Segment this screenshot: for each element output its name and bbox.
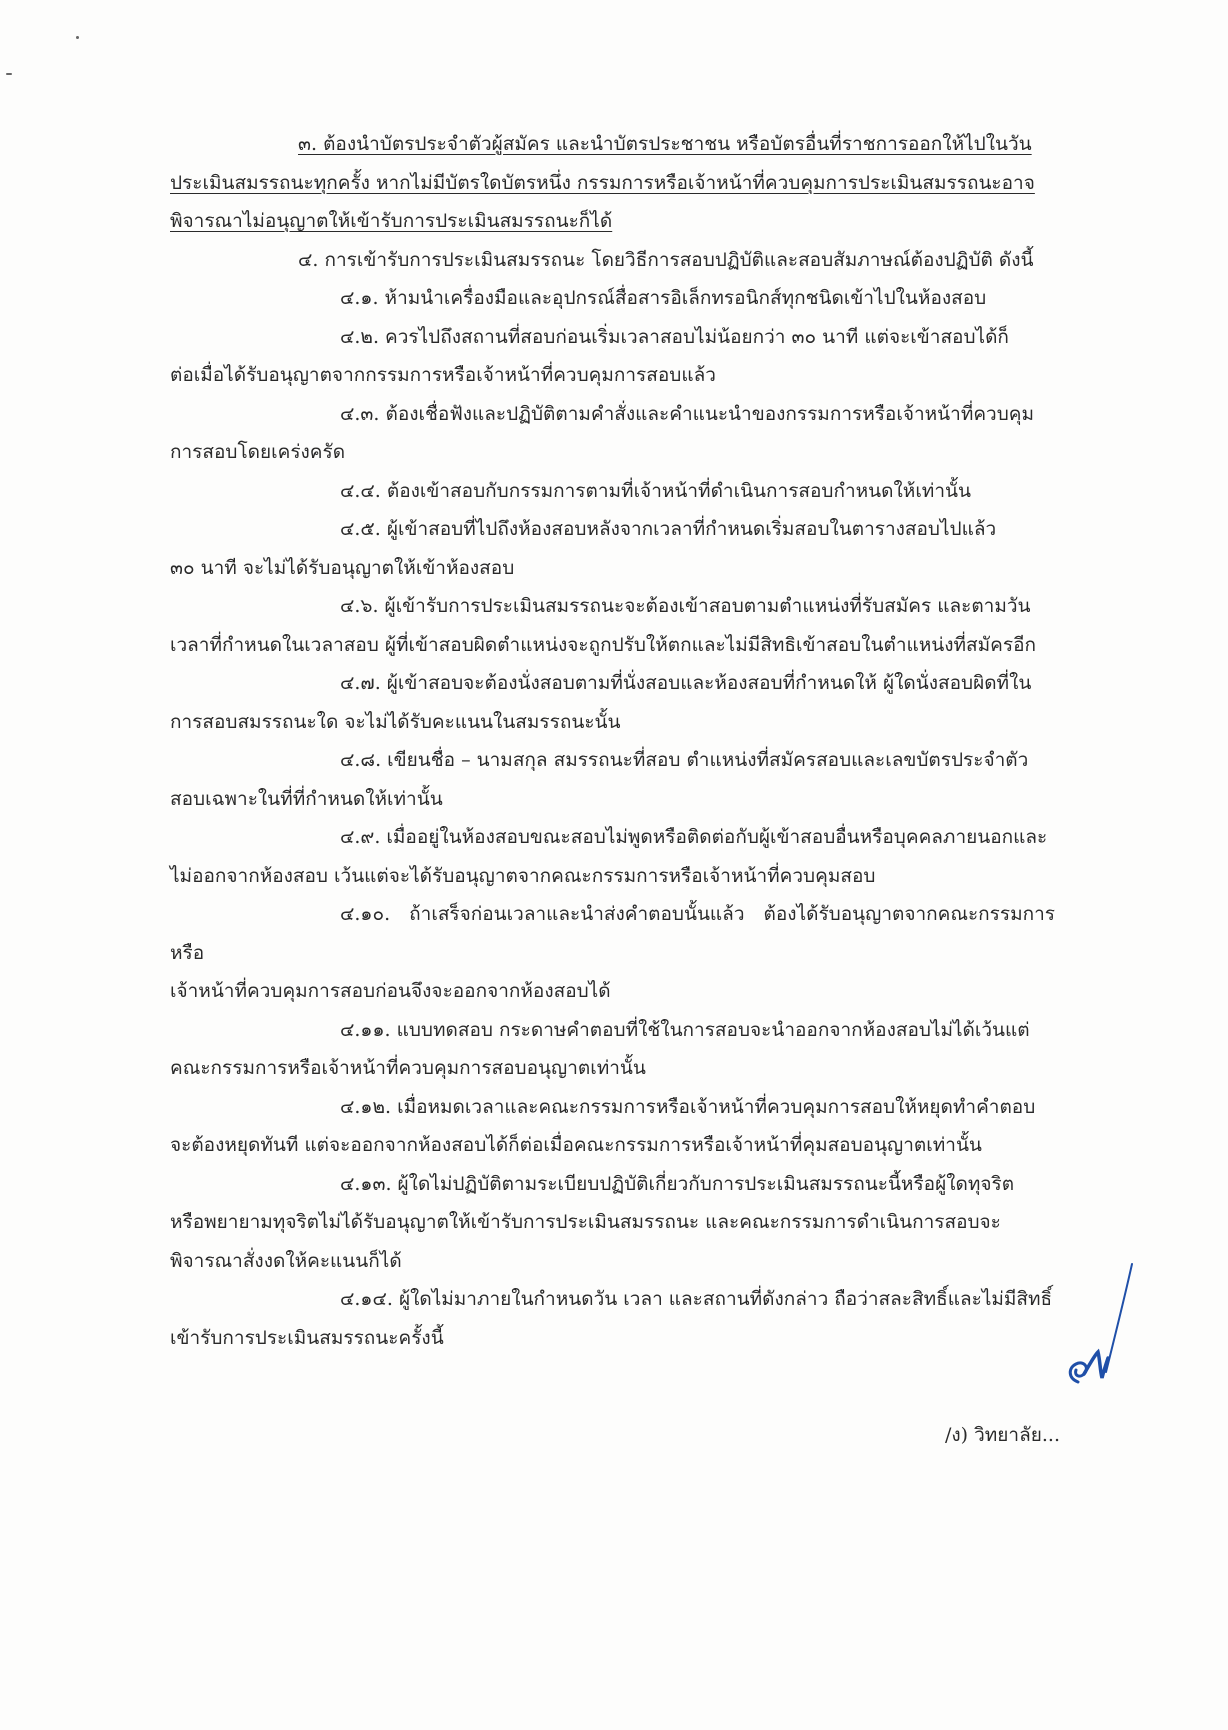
item-4: [170, 241, 1055, 1358]
item-4-5-cont: ๓๐ นาที จะไม่ได้รับอนุญาตให้เข้าห้องสอบ: [170, 556, 515, 579]
item-3-line2: ประเมินสมรรถนะทุกครั้ง หากไม่มีบัตรใดบัตรหนึ่ง กรรมการหรือเจ้าหน้าที่ควบคุมการประเมินสมรรถนะอาจ: [170, 171, 1035, 194]
item-4-14-cont: เข้ารับการประเมินสมรรถนะครั้งนี้: [170, 1326, 444, 1349]
item-4-8-cont: สอบเฉพาะในที่ที่กำหนดให้เท่านั้น: [170, 787, 443, 810]
item-4-3-cont: การสอบโดยเคร่งครัด: [170, 441, 346, 463]
item-4-13-cont: หรือพยายามทุจริตไม่ได้รับอนุญาตให้เข้ารับการประเมินสมรรถนะ และคณะกรรมการดำเนินการสอบจะ: [170, 1211, 1001, 1233]
item-4-9-cont: ไม่ออกจากห้องสอบ เว้นแต่จะได้รับอนุญาตจากคณะกรรมการหรือเจ้าหน้าที่ควบคุมสอบ: [170, 864, 876, 887]
item-3-line3: พิจารณาไม่อนุญาตให้เข้ารับการประเมินสมรรถนะก็ได้: [170, 210, 613, 232]
item-4-9: ๔.๙. เมื่ออยู่ในห้องสอบขณะสอบไม่พูดหรือติดต่อกับผู้เข้าสอบอื่นหรือบุคคลภายนอกและ: [340, 826, 1048, 848]
item-4-6: ๔.๖. ผู้เข้ารับการประเมินสมรรถนะจะต้องเข้าสอบตามตำแหน่งที่รับสมัคร และตามวัน: [340, 595, 1031, 617]
item-4-11: ๔.๑๑. แบบทดสอบ กระดาษคำตอบที่ใช้ในการสอบจะนำออกจากห้องสอบไม่ได้เว้นแต่: [340, 1018, 1030, 1041]
item-4-2-cont: ต่อเมื่อได้รับอนุญาตจากกรรมการหรือเจ้าหน้าที่ควบคุมการสอบแล้ว: [170, 364, 716, 386]
item-3: [170, 125, 1055, 241]
item-4-title: ๔. การเข้ารับการประเมินสมรรถนะ โดยวิธีการสอบปฏิบัติและสอบสัมภาษณ์ต้องปฏิบัติ ดังนี้: [298, 248, 1034, 271]
scan-speck: [6, 73, 12, 75]
item-4-8: ๔.๘. เขียนชื่อ – นามสกุล สมรรถนะที่สอบ ตำแหน่งที่สมัครสอบและเลขบัตรประจำตัว: [340, 749, 1029, 771]
item-4-10-cont: เจ้าหน้าที่ควบคุมการสอบก่อนจึงจะออกจากห้องสอบได้: [170, 980, 611, 1002]
item-4-10: ๔.๑๐. ถ้าเสร็จก่อนเวลาและนำส่งคำตอบนั้นแล้ว ต้องได้รับอนุญาตจากคณะกรรมการหรือ: [170, 903, 1055, 964]
item-4-11-cont: คณะกรรมการหรือเจ้าหน้าที่ควบคุมการสอบอนุญาตเท่านั้น: [170, 1057, 646, 1079]
signature-initial: [1060, 1260, 1140, 1400]
item-3-line1: ๓. ต้องนำบัตรประจำตัวผู้สมัคร และนำบัตรประชาชน หรือบัตรอื่นที่ราชการออกให้ไปในวัน: [298, 133, 1032, 155]
item-4-7: ๔.๗. ผู้เข้าสอบจะต้องนั่งสอบตามที่นั่งสอบและห้องสอบที่กำหนดให้ ผู้ใดนั่งสอบผิดที่ใน: [340, 672, 1032, 694]
item-4-4: ๔.๔. ต้องเข้าสอบกับกรรมการตามที่เจ้าหน้าที่ดำเนินการสอบกำหนดให้เท่านั้น: [340, 479, 971, 502]
item-4-7-cont: การสอบสมรรถนะใด จะไม่ได้รับคะแนนในสมรรถนะนั้น: [170, 710, 621, 733]
item-4-12: ๔.๑๒. เมื่อหมดเวลาและคณะกรรมการหรือเจ้าหน้าที่ควบคุมการสอบให้หยุดทำคำตอบ: [340, 1095, 1036, 1118]
item-4-1: ๔.๑. ห้ามนำเครื่องมือและอุปกรณ์สื่อสารอิเล็กทรอนิกส์ทุกชนิดเข้าไปในห้องสอบ: [340, 287, 987, 309]
item-4-13: ๔.๑๓. ผู้ใดไม่ปฏิบัติตามระเบียบปฏิบัติเกี่ยวกับการประเมินสมรรถนะนี้หรือผู้ใดทุจริต: [340, 1172, 1015, 1195]
item-4-13-cont2: พิจารณาสั่งงดให้คะแนนก็ได้: [170, 1249, 402, 1272]
item-4-12-cont: จะต้องหยุดทันที แต่จะออกจากห้องสอบได้ก็ต่อเมื่อคณะกรรมการหรือเจ้าหน้าที่คุมสอบอนุญาตเท่านั้น: [170, 1134, 982, 1156]
scan-speck: [76, 36, 79, 39]
item-4-2: ๔.๒. ควรไปถึงสถานที่สอบก่อนเริ่มเวลาสอบไม่น้อยกว่า ๓๐ นาที แต่จะเข้าสอบได้ก็: [340, 325, 1009, 348]
next-page-reference: /ง) วิทยาลัย...: [944, 1424, 1060, 1446]
item-4-6-cont: เวลาที่กำหนดในเวลาสอบ ผู้ที่เข้าสอบผิดตำแหน่งจะถูกปรับให้ตกและไม่มีสิทธิเข้าสอบในตำแหน่งที่สมัครอีก: [170, 633, 1037, 656]
item-4-3: ๔.๓. ต้องเชื่อฟังและปฏิบัติตามคำสั่งและคำแนะนำของกรรมการหรือเจ้าหน้าที่ควบคุม: [340, 402, 1035, 425]
document-body: [170, 125, 1055, 1357]
item-4-14: ๔.๑๔. ผู้ใดไม่มาภายในกำหนดวัน เวลา และสถานที่ดังกล่าว ถือว่าสละสิทธิ์และไม่มีสิทธิ์: [340, 1288, 1053, 1310]
item-4-5: ๔.๕. ผู้เข้าสอบที่ไปถึงห้องสอบหลังจากเวลาที่กำหนดเริ่มสอบในตารางสอบไปแล้ว: [340, 518, 997, 540]
